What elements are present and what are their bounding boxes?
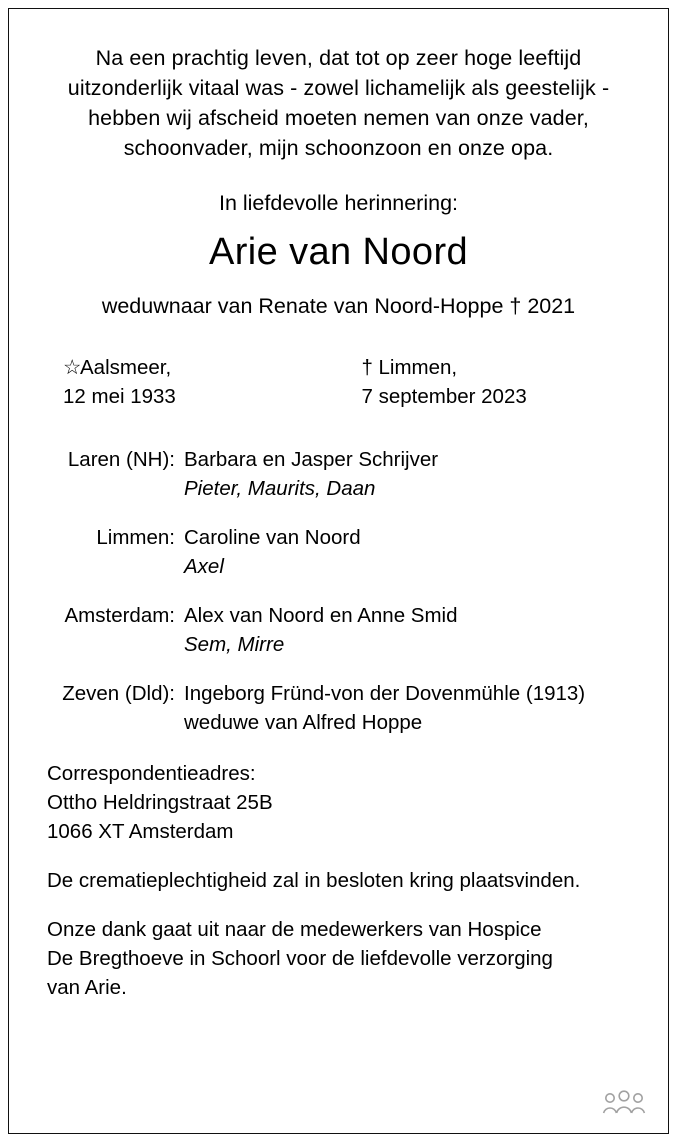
- family-place: Limmen:: [96, 526, 175, 549]
- family-entry: [184, 445, 438, 503]
- family-entry: [184, 601, 458, 659]
- star-icon: ☆: [63, 356, 82, 379]
- intro-line-3: hebben wij afscheid moeten nemen van onze vader,: [88, 106, 589, 130]
- birth-place: Aalsmeer,: [80, 356, 172, 379]
- deceased-name: Arie van Noord: [208, 231, 469, 273]
- family-place: Amsterdam:: [64, 604, 175, 627]
- family-sub: weduwe van Alfred Hoppe: [184, 711, 423, 734]
- family-names: Caroline van Noord: [184, 526, 361, 549]
- correspondence-city: 1066 XT Amsterdam: [47, 820, 234, 843]
- family-entry: [184, 523, 361, 581]
- intro-line-2: uitzonderlijk vitaal was - zowel lichamelijk als geestelijk -: [67, 76, 610, 100]
- family-place: Laren (NH):: [67, 448, 175, 471]
- family-children: Axel: [184, 555, 224, 578]
- correspondence-label: Correspondentieadres:: [47, 762, 256, 785]
- family-names: Barbara en Jasper Schrijver: [184, 448, 439, 471]
- birth-block: [39, 353, 339, 411]
- obituary-card: [8, 8, 669, 1134]
- family-row: [39, 679, 638, 737]
- birth-death-block: [39, 353, 638, 411]
- ceremony-block: [39, 866, 638, 895]
- ceremony-text: De crematieplechtigheid zal in besloten kring plaatsvinden.: [47, 869, 581, 892]
- family-entry: [184, 679, 585, 737]
- family-group-icon: [602, 1089, 646, 1119]
- family-row: [39, 445, 638, 503]
- intro-line-4: schoonvader, mijn schoonzoon en onze opa.: [123, 136, 554, 160]
- death-place: Limmen,: [378, 356, 458, 379]
- spouse-line: weduwnaar van Renate van Noord-Hoppe † 2021: [101, 294, 576, 318]
- memory-label: In liefdevolle herinnering:: [218, 191, 459, 215]
- intro-line-1: Na een prachtig leven, dat tot op zeer hoge leeftijd: [95, 46, 582, 70]
- family-children: Pieter, Maurits, Daan: [184, 477, 376, 500]
- death-block: [339, 353, 639, 411]
- family-row: [39, 523, 638, 581]
- correspondence-street: Ottho Heldringstraat 25B: [47, 791, 273, 814]
- family-names: Alex van Noord en Anne Smid: [184, 604, 458, 627]
- thanks-line-1: Onze dank gaat uit naar de medewerkers van Hospice: [47, 918, 542, 941]
- thanks-line-3: van Arie.: [47, 976, 127, 999]
- death-place-row: [362, 353, 639, 382]
- thanks-block: [39, 915, 638, 1002]
- family-row: [39, 601, 638, 659]
- family-place: Zeven (Dld):: [62, 682, 175, 705]
- birth-place-row: [63, 353, 339, 382]
- intro-paragraph: [39, 43, 638, 163]
- death-date: 7 september 2023: [361, 385, 527, 408]
- thanks-line-2: De Bregthoeve in Schoorl voor de liefdevolle verzorging: [47, 947, 553, 970]
- birth-date: 12 mei 1933: [63, 385, 176, 408]
- correspondence-block: [39, 759, 638, 846]
- cross-icon: †: [361, 356, 373, 379]
- card-content: [9, 9, 668, 1133]
- family-list: [39, 445, 638, 737]
- family-children: Sem, Mirre: [184, 633, 285, 656]
- family-names: Ingeborg Fründ-von der Dovenmühle (1913): [184, 682, 586, 705]
